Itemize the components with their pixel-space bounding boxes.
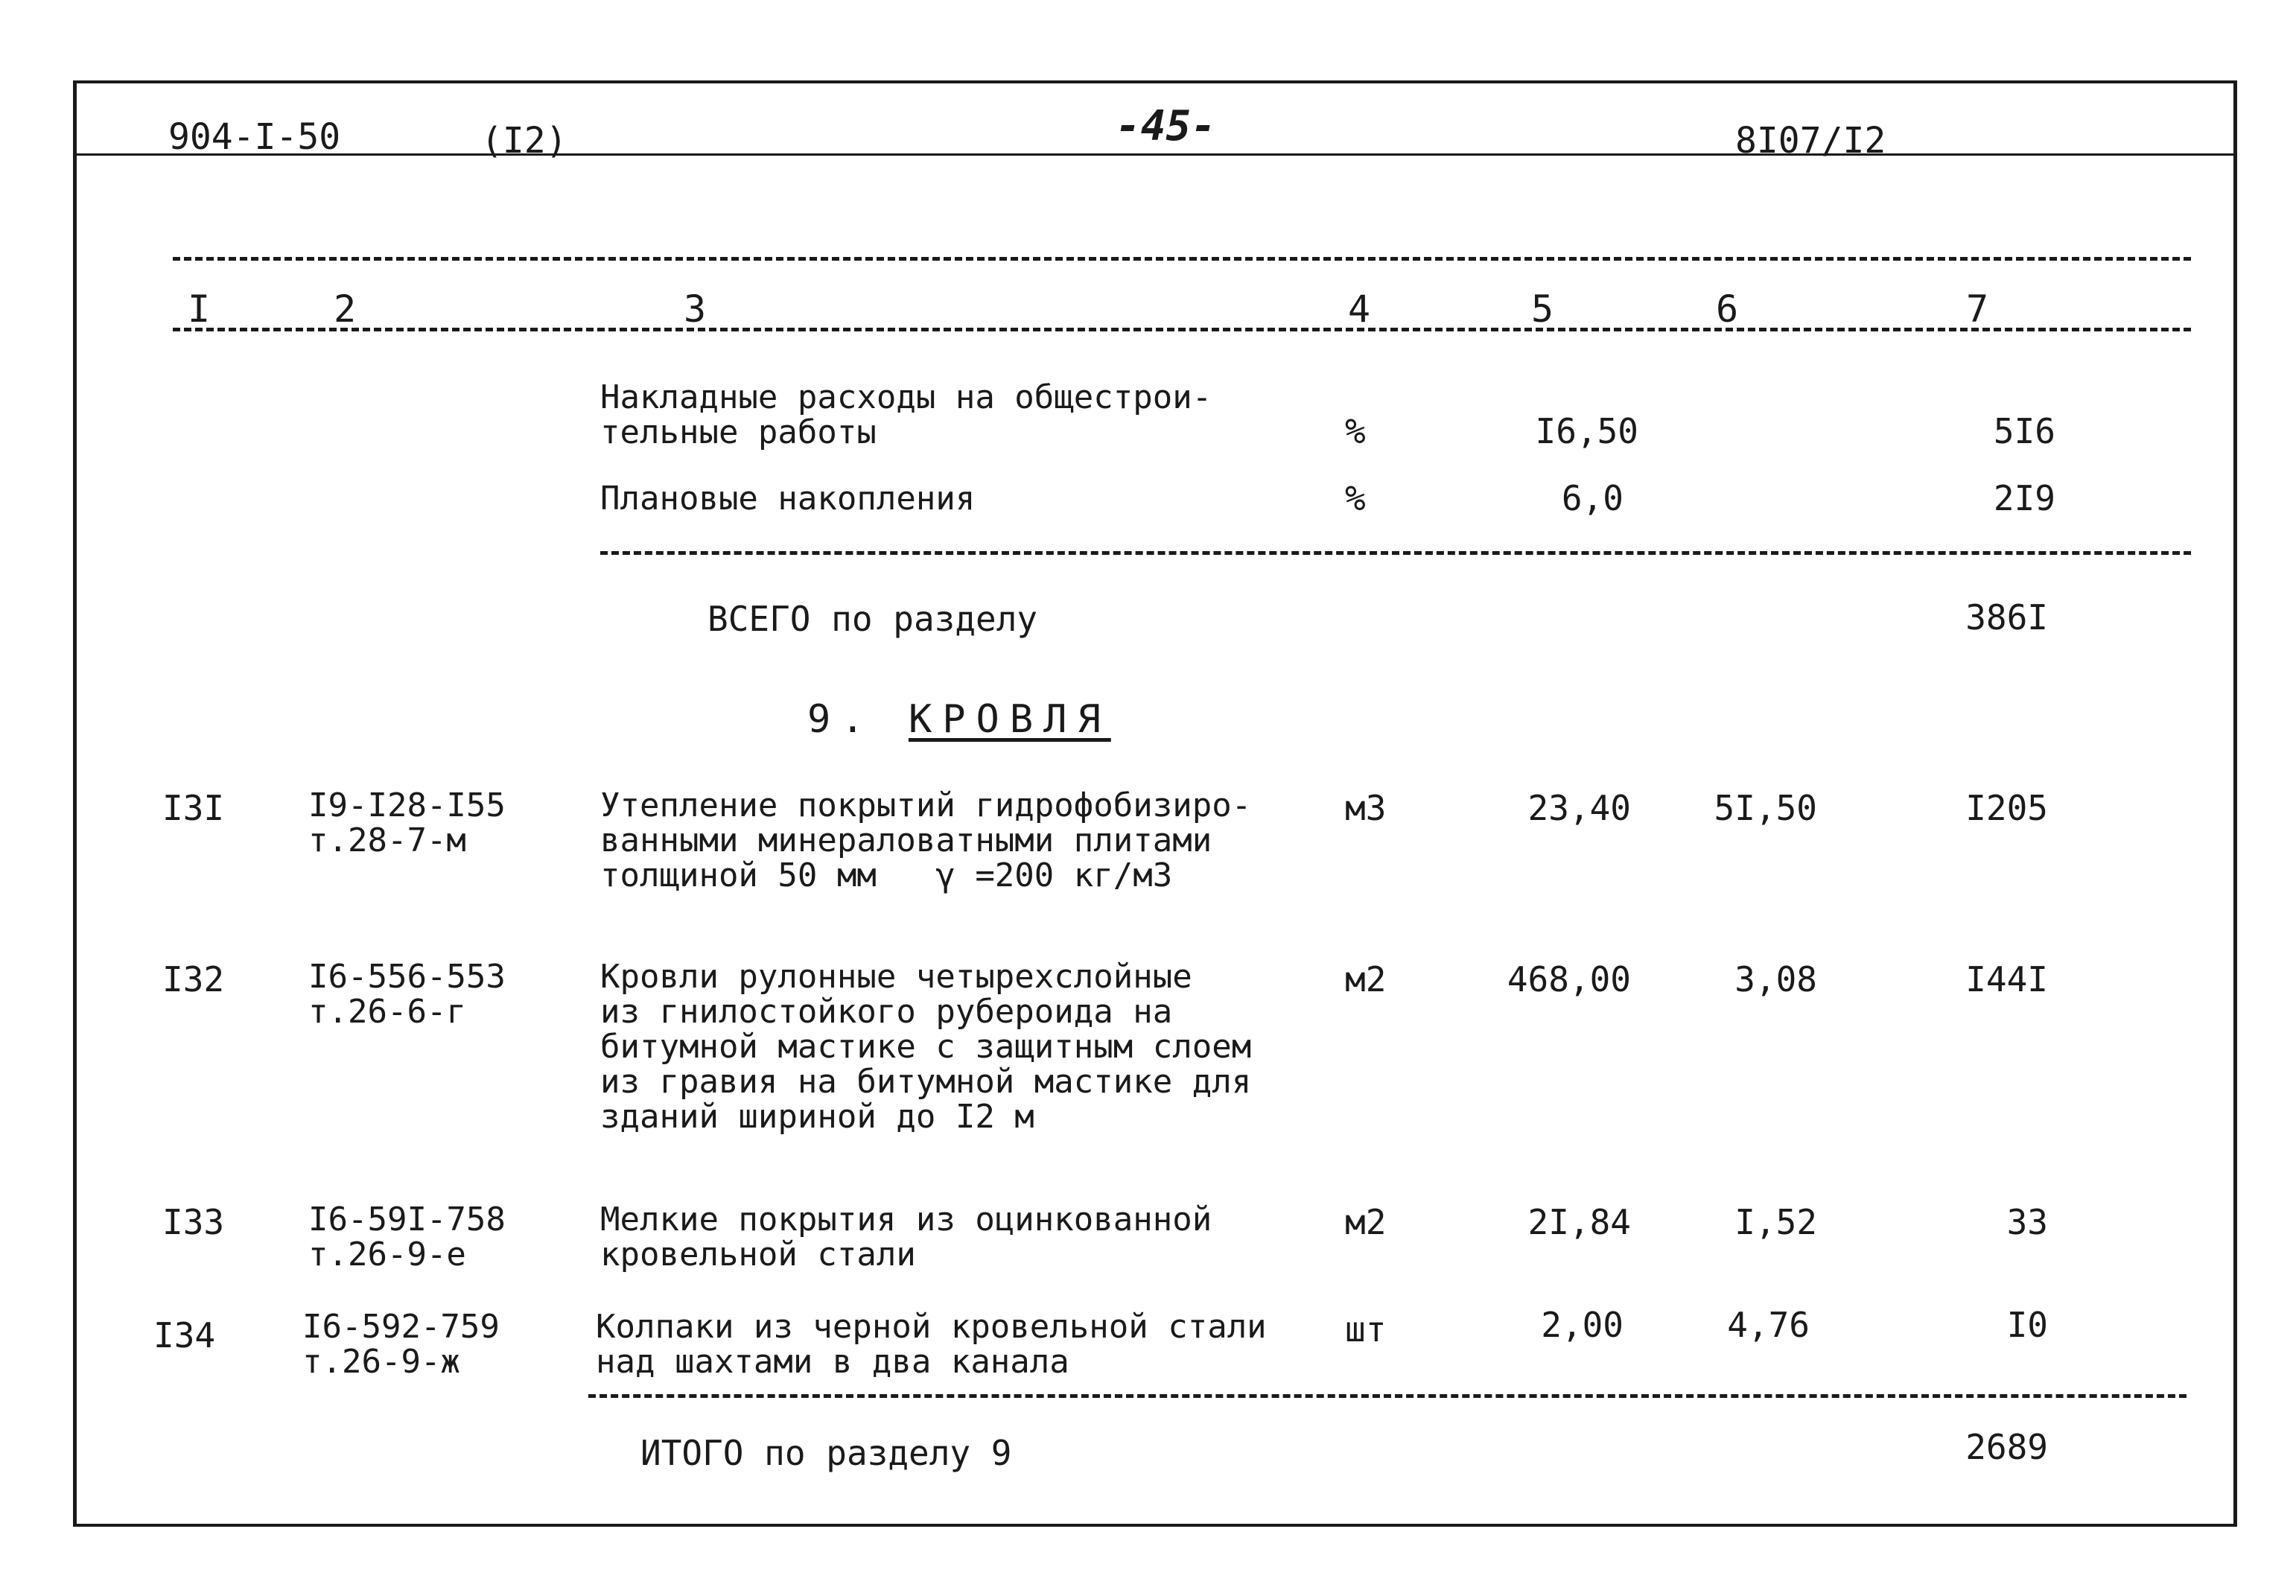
header-rule [73,153,2236,156]
document-number: 8I07/I2 [1735,120,1886,162]
row-number: I34 [153,1315,216,1355]
row-description: Утепление покрытий гидрофобизиро- ванными минераловатными плитами толщиной 50 мм γ =200 кг/м3 [600,786,1252,894]
row-total: I205 [1965,788,2048,828]
row-quantity: 23,40 [1527,788,1631,828]
section-9-heading [807,697,1111,742]
row-description: Кровли рулонные четырехслойные из гнилостойкого рубероида на битумной мастике с защитным слоем из гравия на битумной мастике для зданий шириной до I2 м [600,958,1252,1136]
row-price: I,52 [1734,1202,1817,1242]
column-number-1: I [188,287,211,331]
row-number: I32 [162,959,225,999]
row-price: 4,76 [1727,1305,1810,1345]
row-price: 3,08 [1734,959,1817,999]
row-number: I3I [162,788,225,828]
section-9-total-value: 2689 [1965,1427,2048,1467]
final-total-rule [588,1394,2187,1398]
column-number-4: 4 [1348,287,1371,331]
column-number-3: 3 [684,287,707,331]
row-total: I0 [2006,1305,2048,1345]
row-code: I6-59I-758 т.26-9-е [308,1201,506,1274]
column-number-6: 6 [1716,287,1739,331]
album-number: (I2) [481,120,567,162]
section-9-title: КРОВЛЯ [908,697,1111,742]
row-quantity: 2I,84 [1527,1202,1631,1242]
row-total: I44I [1965,959,2048,999]
row-code: I6-556-553 т.26-6-г [308,958,506,1031]
row-price: 5I,50 [1714,788,1817,828]
row-unit: шт [1345,1309,1387,1349]
row-unit: м2 [1345,959,1387,999]
planned-savings-unit: % [1345,478,1366,518]
column-header-bottom-rule [173,328,2191,331]
section-9-number: 9. [807,697,875,742]
overhead-description: Накладные расходы на общестрои- тельные работы [600,378,1212,451]
row-number: I33 [162,1202,225,1242]
column-header-top-rule [173,257,2191,261]
subtotal-rule [600,551,2191,555]
row-quantity: 468,00 [1507,959,1631,999]
overhead-total: 5I6 [1993,411,2055,451]
column-number-2: 2 [334,287,357,331]
planned-savings-description: Плановые накопления [600,480,976,518]
row-total: 33 [2006,1202,2048,1242]
row-code: I6-592-759 т.26-9-ж [302,1308,500,1381]
overhead-unit: % [1345,411,1366,451]
row-unit: м3 [1345,788,1387,828]
row-description: Колпаки из черной кровельной стали над шахтами в два канала [596,1308,1267,1381]
overhead-quantity: I6,50 [1535,411,1638,451]
row-code: I9-I28-I55 т.28-7-м [308,786,506,859]
column-number-5: 5 [1531,287,1554,331]
row-quantity: 2,00 [1541,1305,1624,1345]
project-code: 904-I-50 [168,116,341,158]
section-total-label: ВСЕГО по разделу [707,599,1038,639]
section-total-value: 386I [1965,597,2048,638]
page-number: -45- [1116,102,1216,150]
planned-savings-total: 2I9 [1993,478,2055,518]
row-unit: м2 [1345,1202,1387,1242]
section-9-total-label: ИТОГО по разделу 9 [640,1433,1012,1473]
row-description: Мелкие покрытия из оцинкованной кровельной стали [600,1201,1212,1274]
planned-savings-quantity: 6,0 [1561,478,1624,518]
column-number-7: 7 [1966,287,1989,331]
